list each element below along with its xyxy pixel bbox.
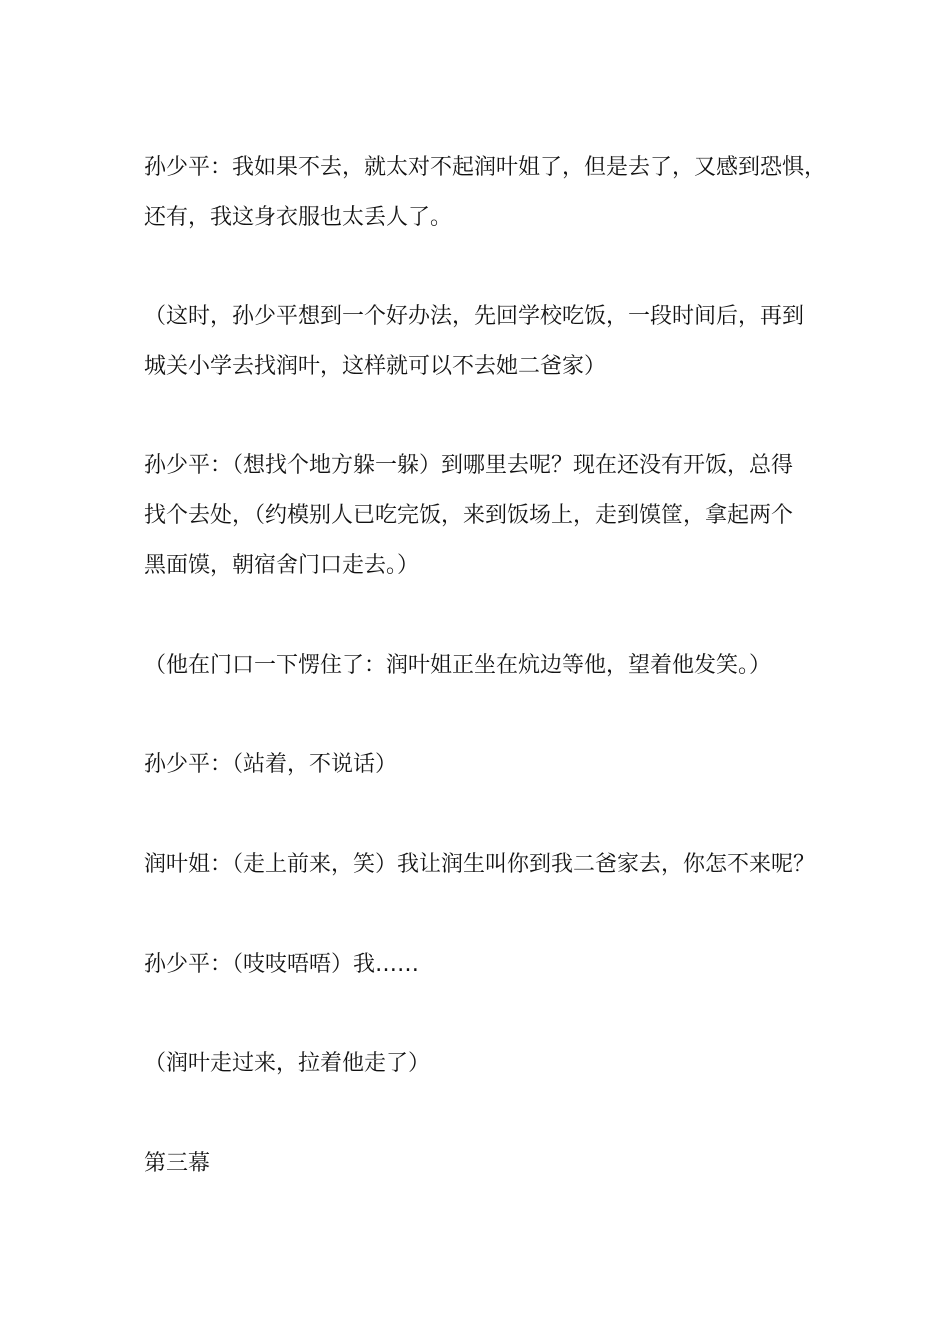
paragraph-line: 还有，我这身衣服也太丢人了。	[144, 205, 453, 230]
paragraph-line: （润叶走过来，拉着他走了）	[144, 1051, 431, 1076]
paragraph-line: 找个去处，（约模别人已吃完饭，来到饭场上，走到馍筐，拿起两个	[144, 503, 794, 528]
paragraph-2	[144, 292, 824, 392]
paragraph-3	[144, 441, 824, 591]
paragraph-5	[144, 740, 824, 790]
paragraph-line: 孙少平：（想找个地方躲一躲）到哪里去呢？现在还没有开饭，总得	[144, 453, 794, 478]
paragraph-line: 黑面馍，朝宿舍门口走去。）	[144, 553, 420, 578]
paragraph-line: 润叶姐：（走上前来，笑）我让润生叫你到我二爸家去，你怎不来呢？	[144, 852, 816, 877]
paragraph-4	[144, 641, 824, 691]
paragraph-6	[144, 840, 824, 890]
paragraph-line: 孙少平：（吱吱唔唔）我……	[144, 952, 420, 977]
paragraph-line: （这时，孙少平想到一个好办法，先回学校吃饭，一段时间后，再到	[144, 304, 805, 329]
paragraph-line: 城关小学去找润叶，这样就可以不去她二爸家）	[144, 354, 607, 379]
paragraph-line: （他在门口一下愣住了：润叶姐正坐在炕边等他，望着他发笑。）	[144, 653, 772, 678]
paragraph-line: 孙少平：（站着，不说话）	[144, 752, 398, 777]
section-heading	[144, 1139, 824, 1189]
paragraph-8	[144, 1039, 824, 1089]
paragraph-1	[144, 143, 827, 243]
paragraph-7	[144, 940, 824, 990]
paragraph-line: 第三幕	[144, 1151, 211, 1176]
paragraph-line: 孙少平：我如果不去，就太对不起润叶姐了，但是去了，又感到恐惧，	[144, 155, 827, 180]
